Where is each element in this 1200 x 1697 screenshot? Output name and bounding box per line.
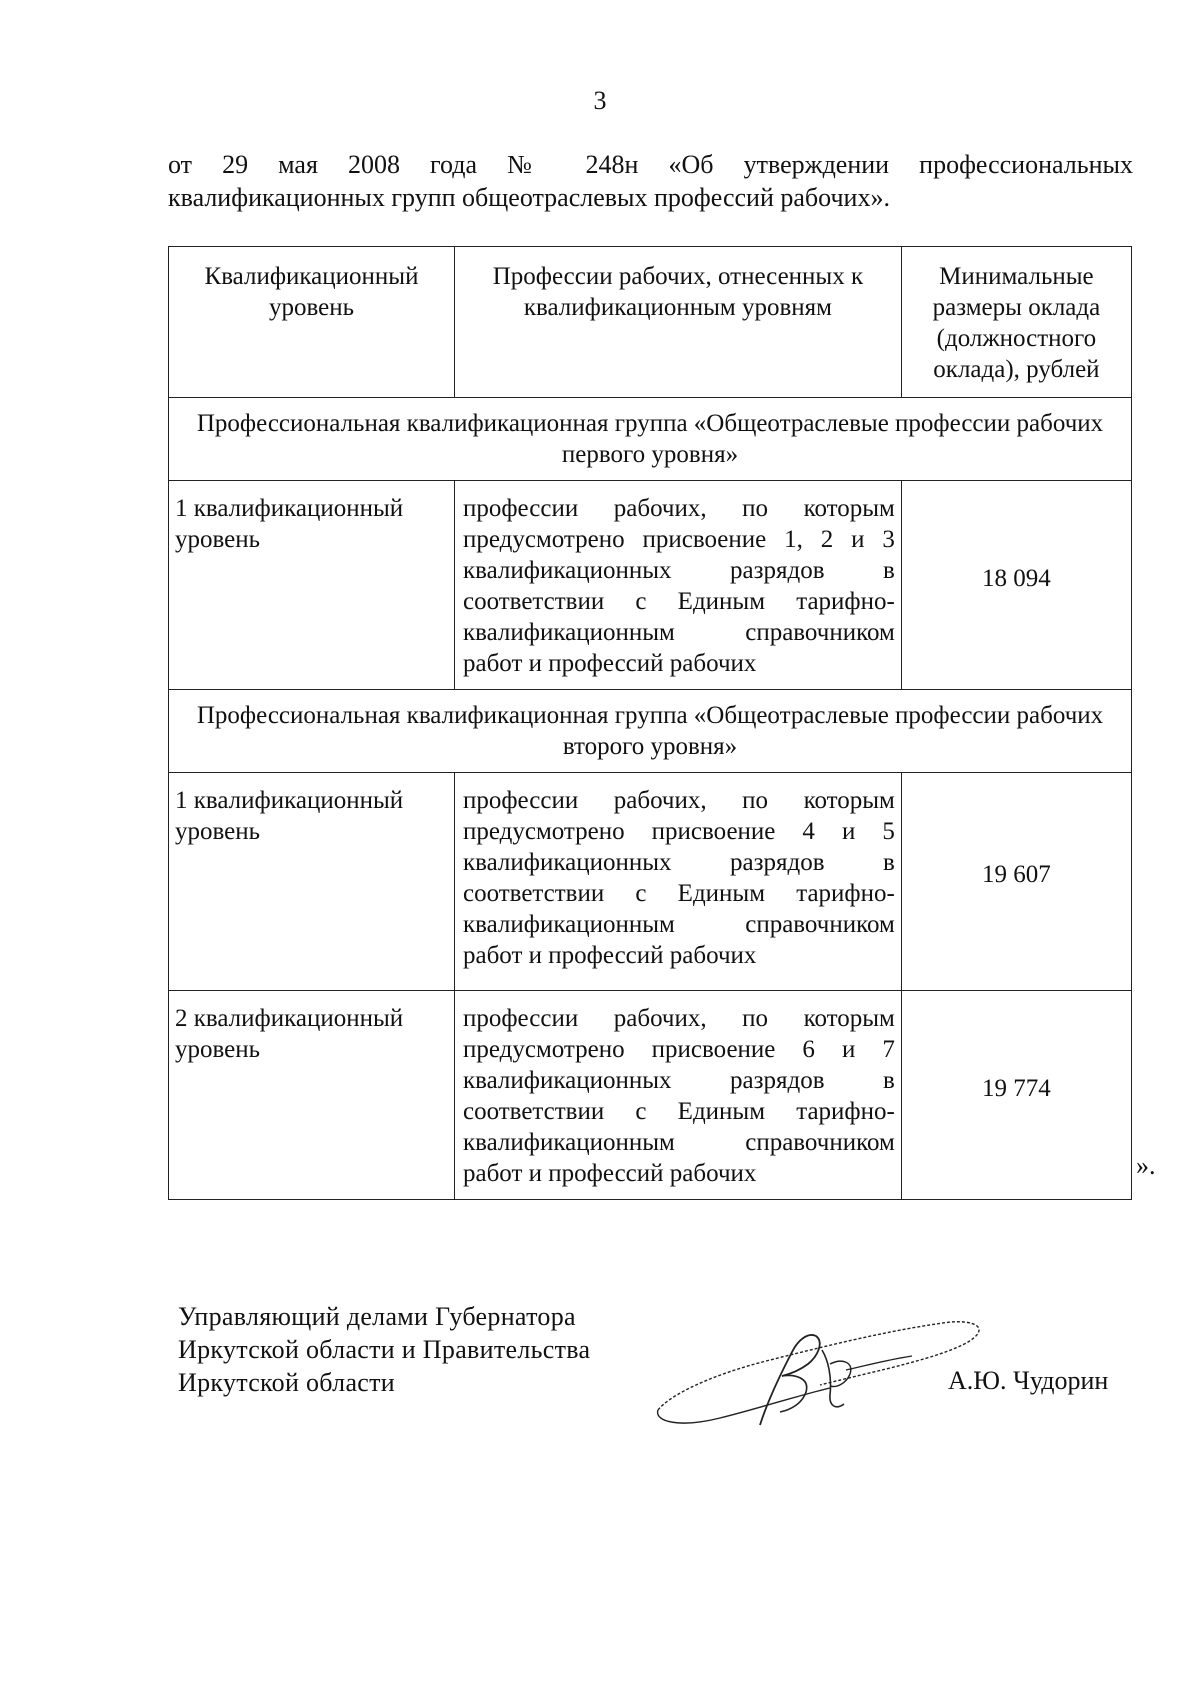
page-number: 3 [593, 86, 607, 115]
intro-line-1: от 29 мая 2008 года № 248н «Об утверждении профессиональных [168, 150, 1133, 179]
table-header-row [169, 247, 1132, 398]
signature-title-line-3: Иркутской области [178, 1368, 395, 1397]
intro-paragraph [168, 148, 1133, 214]
group-row-1 [169, 398, 1132, 481]
level-cell: 1 квалификационный уровень [169, 773, 455, 991]
level-cell: 1 квалификационный уровень [169, 481, 455, 690]
description-cell: профессии рабочих, по которым предусмотрено присвоение 1, 2 и 3 квалификационных разрядов в соответствии с Единым тарифно-квалификационным справочником работ и профессий рабочих [454, 481, 901, 690]
signer-name: А.Ю. Чудорин [948, 1366, 1109, 1395]
salary-cell: 19 774 [901, 991, 1131, 1200]
salary-cell: 18 094 [901, 481, 1131, 690]
handwritten-signature [650, 1300, 990, 1440]
table-row [169, 773, 1132, 991]
level-cell: 2 квалификационный уровень [169, 991, 455, 1200]
intro-line-2: квалификационных групп общеотраслевых профессий рабочих». [168, 183, 890, 212]
description-cell: профессии рабочих, по которым предусмотрено присвоение 6 и 7 квалификационных разрядов в соответствии с Единым тарифно-квалификационным справочником работ и профессий рабочих [454, 991, 901, 1200]
closing-quote: ». [1136, 1151, 1156, 1180]
signature-title-line-2: Иркутской области и Правительства [178, 1335, 591, 1364]
header-professions: Профессии рабочих, отнесенных к квалификационным уровням [454, 247, 901, 398]
header-level: Квалификационный уровень [169, 247, 455, 398]
description-cell: профессии рабочих, по которым предусмотрено присвоение 4 и 5 квалификационных разрядов в соответствии с Единым тарифно-квалификационным справочником работ и профессий рабочих [454, 773, 901, 991]
salary-cell: 19 607 [901, 773, 1131, 991]
header-salary: Минимальные размеры оклада (должностного оклада), рублей [901, 247, 1131, 398]
group-title-2: Профессиональная квалификационная группа «Общеотраслевые профессии рабочих второго уровня» [169, 690, 1132, 773]
signature-title-block [178, 1300, 590, 1399]
group-row-2 [169, 690, 1132, 773]
group-title-1: Профессиональная квалификационная группа «Общеотраслевые профессии рабочих первого уровня» [169, 398, 1132, 481]
signature-title-line-1: Управляющий делами Губернатора [178, 1302, 576, 1331]
table-row [169, 991, 1132, 1200]
table-row [169, 481, 1132, 690]
qualification-table [168, 246, 1132, 1200]
